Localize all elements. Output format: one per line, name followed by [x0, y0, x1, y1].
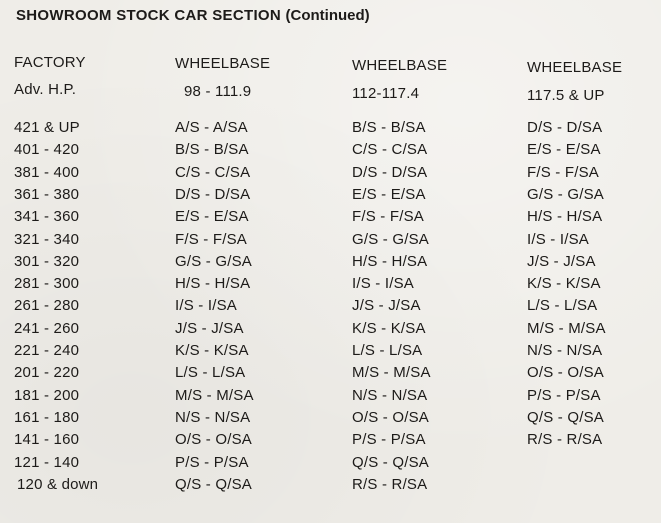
- cell-wb-98-111: M/S - M/SA: [175, 386, 254, 404]
- cell-wb-98-111: J/S - J/SA: [175, 319, 244, 337]
- cell-wb-117-up: E/S - E/SA: [527, 141, 601, 159]
- cell-wb-98-111: G/S - G/SA: [175, 252, 253, 270]
- table-row: [0, 454, 661, 476]
- cell-wb-112-117: G/S - G/SA: [352, 230, 430, 248]
- header-wheelbase-3: WHEELBASE: [527, 59, 623, 76]
- cell-wb-112-117: K/S - K/SA: [352, 319, 426, 337]
- table-row: [0, 119, 661, 141]
- table-row: [0, 476, 661, 498]
- cell-wb-117-up: I/S - I/SA: [527, 230, 590, 248]
- cell-wb-98-111: L/S - L/SA: [175, 364, 246, 382]
- cell-wb-98-111: A/S - A/SA: [175, 119, 248, 136]
- cell-wb-98-111: C/S - C/SA: [175, 163, 251, 181]
- cell-hp: 381 - 400: [14, 163, 80, 181]
- cell-wb-112-117: R/S - R/SA: [352, 475, 428, 493]
- header-range-3: 117.5 & UP: [527, 87, 605, 104]
- cell-wb-112-117: D/S - D/SA: [352, 163, 428, 181]
- cell-wb-98-111: H/S - H/SA: [175, 275, 251, 293]
- table-row: [0, 186, 661, 208]
- table-row: [0, 342, 661, 364]
- cell-wb-112-117: O/S - O/SA: [352, 408, 430, 426]
- table-row: [0, 208, 661, 230]
- cell-wb-112-117: E/S - E/SA: [352, 185, 426, 203]
- section-title-main: SHOWROOM STOCK CAR SECTION: [16, 7, 282, 24]
- cell-hp: 341 - 360: [14, 208, 80, 226]
- cell-wb-98-111: E/S - E/SA: [175, 208, 249, 226]
- cell-wb-98-111: F/S - F/SA: [175, 230, 248, 248]
- table-row: [0, 387, 661, 409]
- cell-wb-112-117: H/S - H/SA: [352, 252, 428, 270]
- cell-wb-117-up: D/S - D/SA: [527, 119, 603, 136]
- cell-wb-98-111: Q/S - Q/SA: [175, 475, 253, 493]
- cell-wb-98-111: I/S - I/SA: [175, 297, 238, 315]
- cell-wb-117-up: G/S - G/SA: [527, 185, 605, 203]
- cell-wb-112-117: Q/S - Q/SA: [352, 453, 430, 471]
- table-row: [0, 431, 661, 453]
- cell-hp: 141 - 160: [14, 431, 80, 449]
- cell-hp: 301 - 320: [14, 252, 80, 270]
- header-adv-hp: Adv. H.P.: [14, 81, 77, 98]
- cell-hp: 261 - 280: [14, 297, 80, 315]
- cell-hp: 421 & UP: [14, 119, 80, 136]
- cell-wb-112-117: C/S - C/SA: [352, 141, 428, 159]
- cell-wb-112-117: P/S - P/SA: [352, 431, 426, 449]
- section-title-suffix: (Continued): [285, 7, 370, 24]
- cell-wb-117-up: P/S - P/SA: [527, 386, 601, 404]
- header-factory: FACTORY: [14, 54, 86, 71]
- cell-wb-98-111: P/S - P/SA: [175, 453, 249, 471]
- table-row: [0, 231, 661, 253]
- cell-wb-117-up: K/S - K/SA: [527, 275, 601, 293]
- cell-wb-112-117: F/S - F/SA: [352, 208, 425, 226]
- table-row: [0, 320, 661, 342]
- cell-hp: 181 - 200: [14, 386, 80, 404]
- header-wheelbase-1: WHEELBASE: [175, 55, 271, 72]
- table-row: [0, 253, 661, 275]
- cell-wb-117-up: H/S - H/SA: [527, 208, 603, 226]
- cell-wb-112-117: B/S - B/SA: [352, 119, 426, 136]
- cell-wb-117-up: O/S - O/SA: [527, 364, 605, 382]
- table-row: [0, 409, 661, 431]
- cell-wb-112-117: N/S - N/SA: [352, 386, 428, 404]
- cell-wb-112-117: J/S - J/SA: [352, 297, 421, 315]
- cell-wb-117-up: Q/S - Q/SA: [527, 408, 605, 426]
- cell-hp: 121 - 140: [14, 453, 80, 471]
- cell-wb-98-111: O/S - O/SA: [175, 431, 253, 449]
- cell-wb-98-111: N/S - N/SA: [175, 408, 251, 426]
- cell-wb-98-111: K/S - K/SA: [175, 342, 249, 359]
- cell-hp: 321 - 340: [14, 230, 80, 248]
- cell-hp: 361 - 380: [14, 185, 80, 203]
- header-range-2: 112-117.4: [352, 85, 420, 102]
- cell-wb-117-up: M/S - M/SA: [527, 319, 606, 337]
- table-row: [0, 164, 661, 186]
- table-row: [0, 141, 661, 163]
- table-row: [0, 297, 661, 319]
- cell-wb-117-up: N/S - N/SA: [527, 342, 603, 359]
- cell-hp: 281 - 300: [14, 275, 80, 293]
- cell-wb-112-117: M/S - M/SA: [352, 364, 431, 382]
- header-wheelbase-2: WHEELBASE: [352, 57, 448, 74]
- cell-hp: 201 - 220: [14, 364, 80, 382]
- cell-wb-112-117: I/S - I/SA: [352, 275, 415, 293]
- cell-wb-117-up: F/S - F/SA: [527, 163, 600, 181]
- cell-hp: 120 & down: [17, 475, 99, 493]
- cell-hp: 401 - 420: [14, 141, 80, 159]
- header-range-1: 98 - 111.9: [184, 83, 252, 100]
- cell-wb-117-up: L/S - L/SA: [527, 297, 598, 315]
- cell-hp: 221 - 240: [14, 342, 80, 359]
- section-title: [16, 7, 370, 24]
- cell-wb-117-up: J/S - J/SA: [527, 252, 596, 270]
- cell-hp: 241 - 260: [14, 319, 80, 337]
- table-row: [0, 275, 661, 297]
- cell-hp: 161 - 180: [14, 408, 80, 426]
- table-row: [0, 364, 661, 386]
- cell-wb-117-up: R/S - R/SA: [527, 431, 603, 449]
- cell-wb-112-117: L/S - L/SA: [352, 342, 423, 359]
- cell-wb-98-111: D/S - D/SA: [175, 185, 251, 203]
- cell-wb-98-111: B/S - B/SA: [175, 141, 249, 159]
